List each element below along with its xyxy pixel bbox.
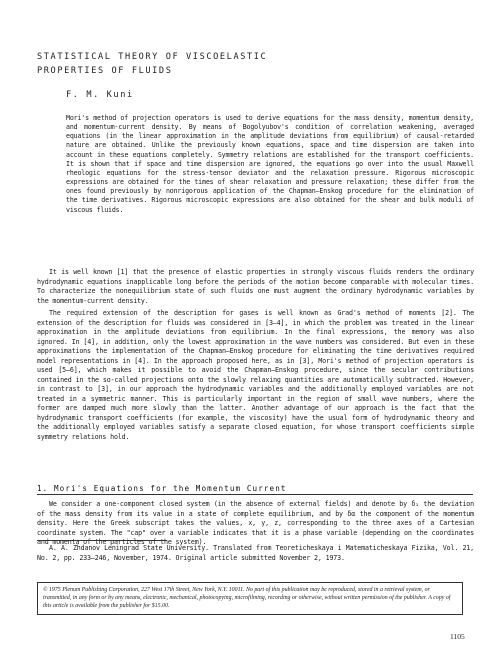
author-name: F. M. Kuni bbox=[66, 90, 134, 100]
intro-paragraph-1 bbox=[37, 268, 474, 306]
paragraph-text: It is well known [1] that the presence of elastic properties in strongly viscous fluids renders the ordinary hydrodynamic equations inapplicable long before the periods of the motion become comparable with molecular times. To characterize the nonequilibrium state of such fluids one must augment the ordinary hydrodynamic variables by the momentum-current density. bbox=[37, 268, 474, 305]
section-heading: 1. Mori's Equations for the Momentum Current bbox=[37, 484, 287, 493]
page-number: 1105 bbox=[450, 632, 465, 641]
copyright-notice: © 1975 Plenum Publishing Corporation, 227 West 17th Street, New York, N.Y. 10011. No part of this publication may be reproduced, stored in a retrieval system, or transmitted, in any form or by any means, electronic, mechanical, photocopying, microfilming, recording or otherwise, without written permission of the publisher. A copy of this article is available from the publisher for $15.00. bbox=[37, 582, 463, 615]
article-title bbox=[37, 50, 267, 78]
footnote-rule bbox=[37, 540, 167, 541]
section-heading-rule bbox=[37, 494, 473, 495]
affiliation-footnote: A. A. Zhdanov Leningrad State University. Translated from Teoreticheskaya i Matematicheskaya Fizika, Vol. 21, No. 2, pp. 233–246, November, 1974. Original article submitted November 2, 1973. bbox=[37, 544, 474, 562]
paragraph-text: We consider a one-component closed system (in the absence of external fields) and denote by δ₁ the deviation of the mass density from its value in a state of complete equilibrium, and by δα the component of the momentum density. Here the Greek subscript takes the values, x, y, z, corresponding to the three axes of a Cartesian coordinate system. The "cap" over a variable indicates that it is a phase variable (depending on the coordinates and momenta of the particles of the system). bbox=[37, 500, 474, 546]
paragraph-text: The required extension of the description for gases is well known as Grad's method of moments [2]. The extension of the description for fluids was considered in [3–4], in which the problem was treated in the linear approximation in the amplitude deviations from equilibrium. In the final expressions, the memory was also ignored. In [4], in addition, only the lowest approximation in the wave numbers was considered. But even in these approximations the implementation of the Chapman–Enskog procedure for eliminating the time derivatives required model representations in [4]. In the approach proposed here, as in [3], Mori's method of projection operators is used [5–6], which makes it possible to avoid the Chapman–Enskog procedure, since the secular contributions contained in the so-called projections onto the slowly relaxing quantities are automatically subtracted. However, in contrast to [3], in our approach the hydrodynamic variables and the additionally employed variables are not treated in a symmetric manner. This is particularly important in the region of small wave numbers, where the former are damped much more slowly than the latter. Another advantage of our approach is the fact that the hydrodynamic transport coefficients (for example, the viscosity) have the usual form of hydrodynamic theory and the additionally employed variables satisfy a separate closed equation, for whose transport coefficients simple symmetry relations hold. bbox=[37, 309, 474, 441]
title-line-2: PROPERTIES OF FLUIDS bbox=[37, 66, 173, 76]
title-line-1: STATISTICAL THEORY OF VISCOELASTIC bbox=[37, 52, 268, 62]
abstract: Mori's method of projection operators is used to derive equations for the mass density, momentum density, and momentum-current density. By means of Bogolyubov's condition of correlation weakening, averaged equations (in the linear approximation in the amplitude deviations from equilibrium) of causal-retarded nature are obtained. Unlike the previously known equations, space and time dispersion are taken into account in these equations completely. Symmetry relations are established for the transport coefficients. It is shown that if space and time dispersion are ignored, the equations go over into the usual Maxwell rheologic equations for the stress-tensor deviator and the relaxation pressure. Rigorous microscopic expressions are obtained for the times of shear relaxation and pressure relaxation; these differ from the ones found previously by nonrigorous application of the Chapman–Enskog procedure for the elimination of the time derivatives. Rigorous microscopic expressions are also obtained for the shear and bulk moduli of viscous fluids. bbox=[66, 114, 474, 214]
intro-paragraph-2 bbox=[37, 309, 474, 442]
